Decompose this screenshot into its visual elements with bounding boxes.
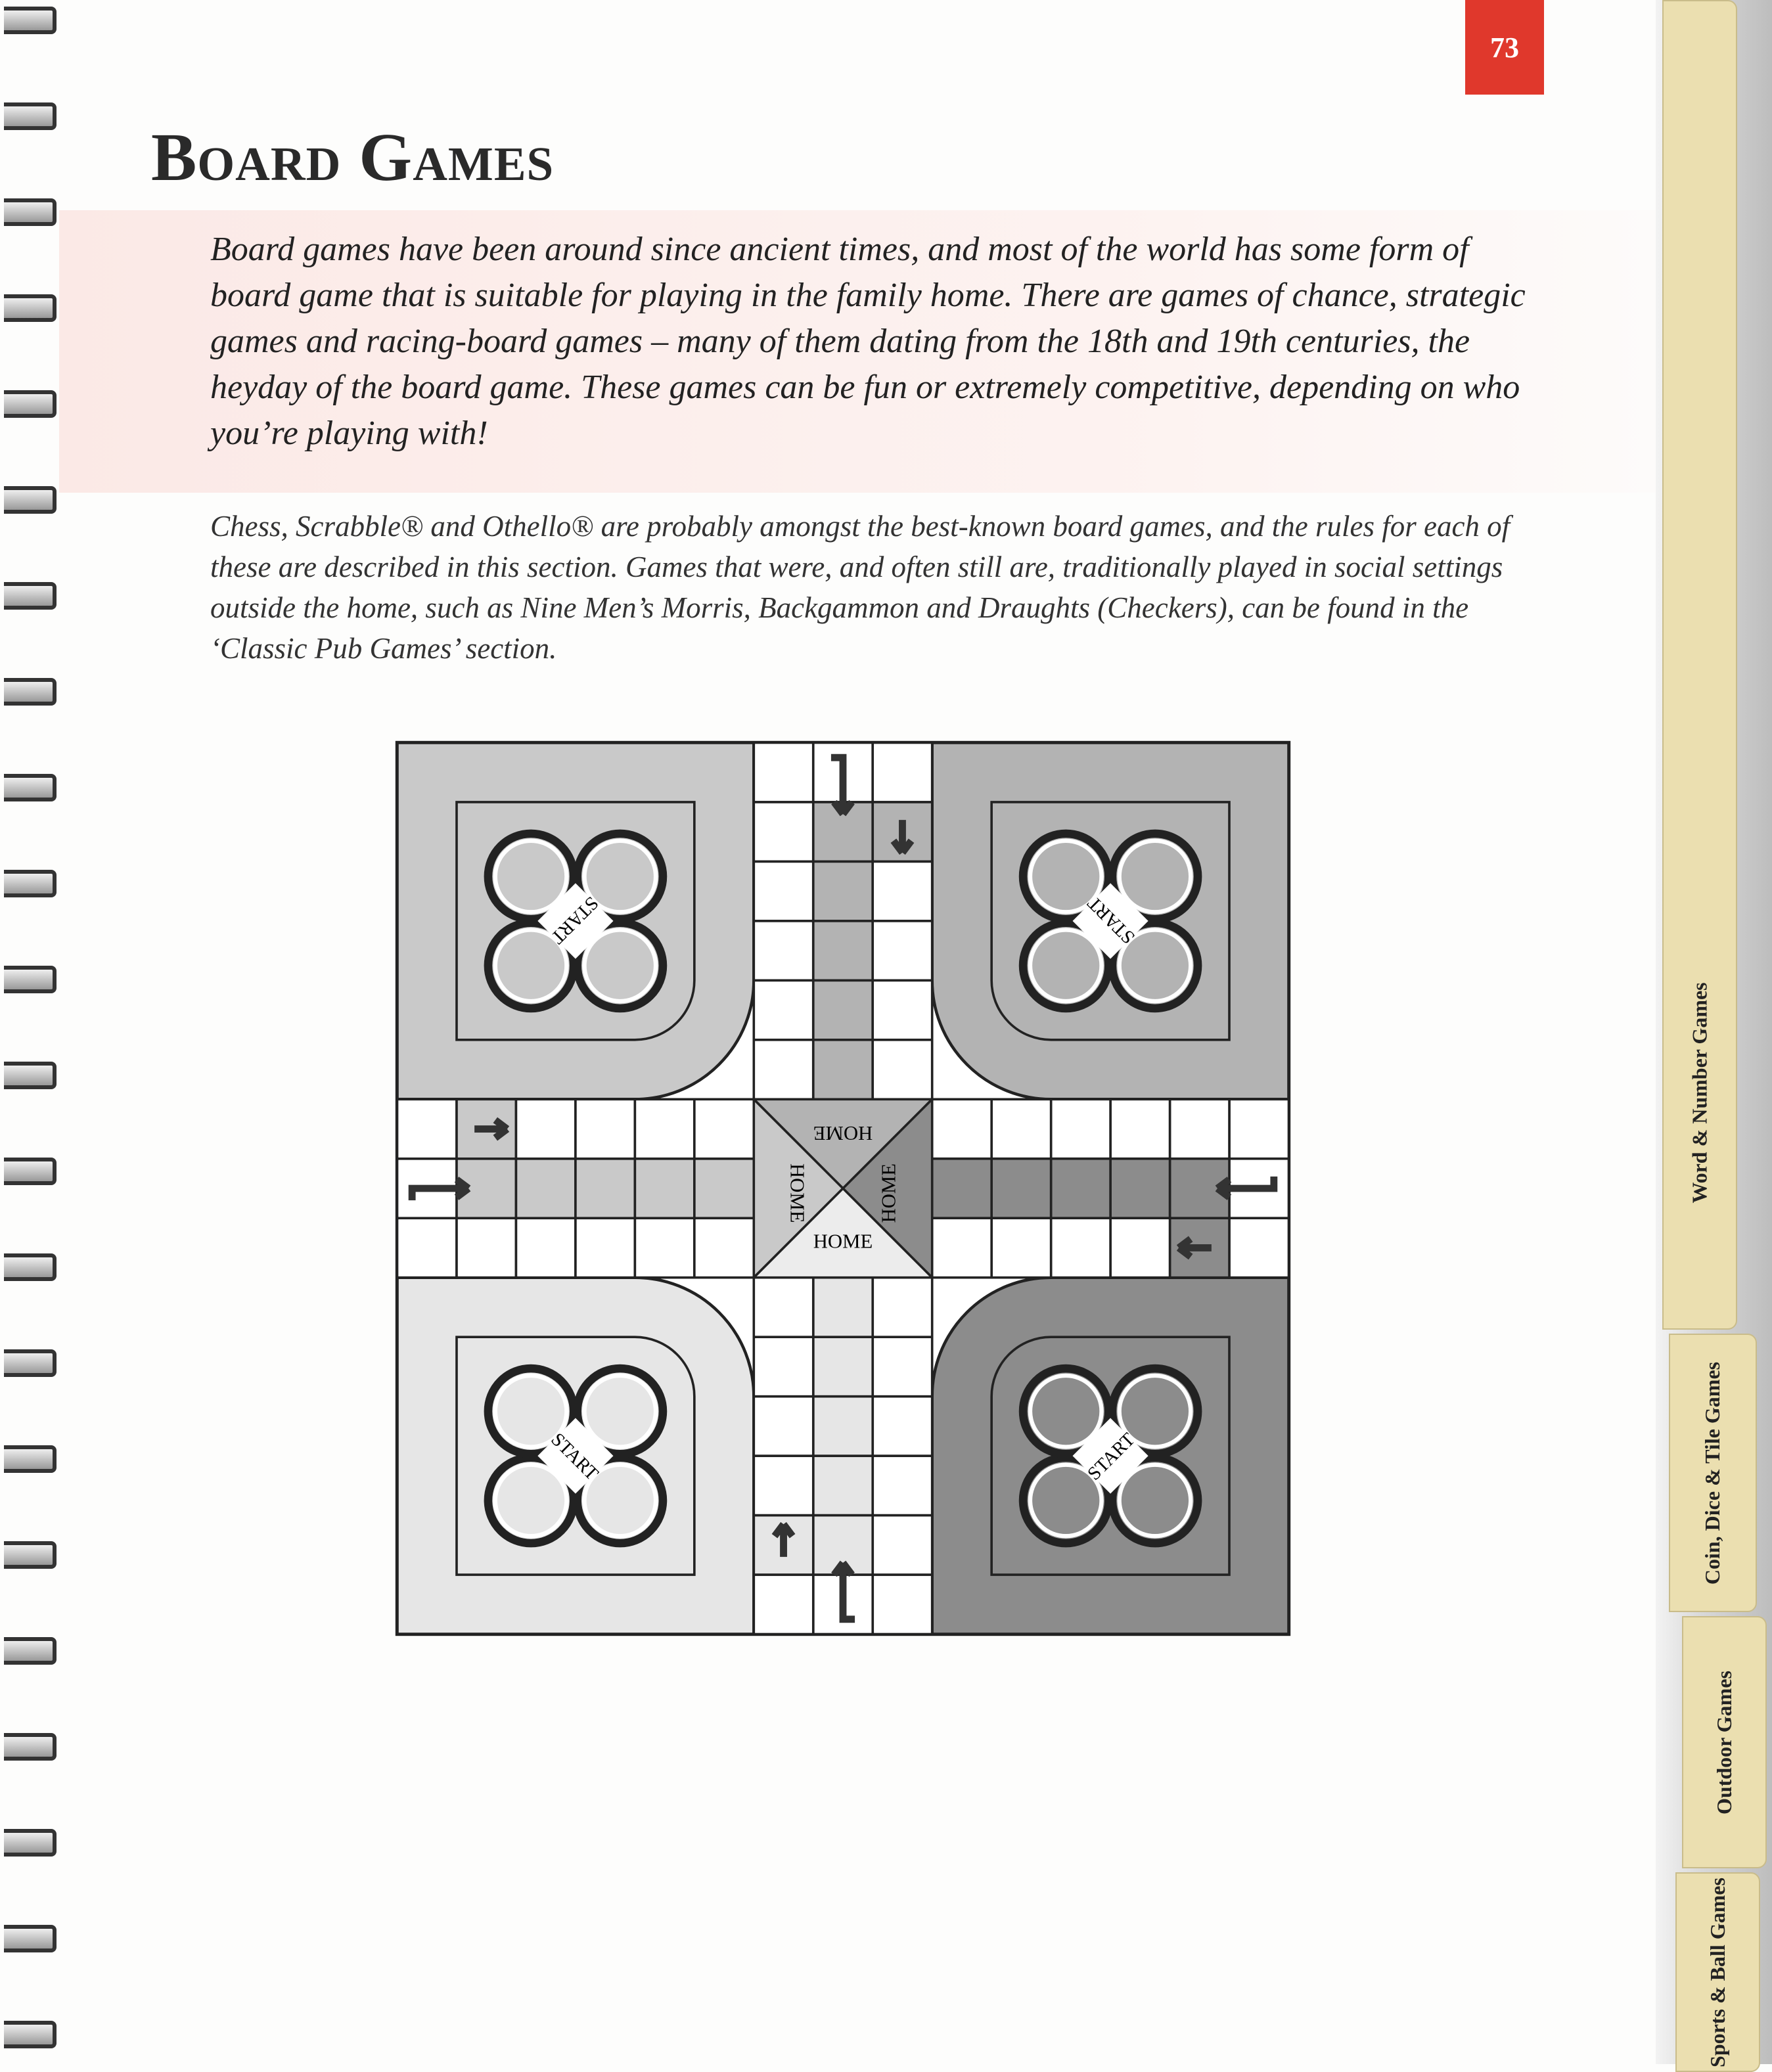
- track-arm: [398, 1099, 754, 1277]
- binding-ring: [4, 7, 57, 34]
- track-cell: [694, 1099, 754, 1158]
- track-cell: [873, 861, 932, 920]
- intro-paragraph: Board games have been around since ancient times, and most of the world has some form of board game that is suitable for playing in the family home. There are games of chance, strategic games and racing-board games – many of them dating from the 18th and 19th centuries, the heyday of the board game. These games can be fun or extremely competitive, depending on who you’re playing with!: [210, 231, 1526, 452]
- track-cell: [1051, 1099, 1110, 1158]
- track-cell: [754, 1397, 813, 1456]
- start-area: [932, 1278, 1289, 1634]
- section-tabs: [1656, 0, 1772, 2067]
- start-area: [932, 743, 1289, 1100]
- track-cell: [754, 980, 813, 1039]
- binding-ring: [4, 1637, 57, 1665]
- track-cell: [932, 1099, 991, 1158]
- board-game-diagram: [394, 738, 1292, 1638]
- track-cell: [457, 1218, 516, 1277]
- binding-ring: [4, 966, 57, 993]
- tab-outdoor-games[interactable]: Outdoor Games: [1682, 1616, 1767, 1868]
- binding-ring: [4, 102, 57, 130]
- track-cell: [873, 1456, 932, 1515]
- track-cell: [516, 1159, 575, 1218]
- tab-word-number-games[interactable]: Word & Number Games: [1662, 0, 1737, 1330]
- binding-ring: [4, 870, 57, 897]
- home-label-left: [786, 1163, 808, 1223]
- track-cell: [813, 1337, 873, 1396]
- track-cell: [873, 743, 932, 802]
- track-cell: [873, 1040, 932, 1099]
- binding-ring: [4, 678, 57, 706]
- track-cell: [516, 1218, 575, 1277]
- binding-ring: [4, 486, 57, 514]
- track-cell: [576, 1159, 635, 1218]
- binding-ring: [4, 1829, 57, 1857]
- track-cell: [754, 921, 813, 980]
- track-cell: [754, 861, 813, 920]
- binding-ring: [4, 1541, 57, 1569]
- binding-ring: [4, 2021, 57, 2048]
- binding-ring: [4, 774, 57, 801]
- track-cell: [1229, 1218, 1288, 1277]
- track-cell: [1051, 1159, 1110, 1218]
- binding-ring: [4, 1445, 57, 1473]
- track-cell: [873, 1575, 932, 1634]
- track-cell: [991, 1099, 1051, 1158]
- track-cell: [516, 1099, 575, 1158]
- binding-ring: [4, 1253, 57, 1281]
- track-cell: [694, 1218, 754, 1277]
- track-cell: [1229, 1099, 1288, 1158]
- home-label-bottom: [813, 1230, 873, 1252]
- binding-ring: [4, 1349, 57, 1377]
- track-cell: [813, 861, 873, 920]
- track-cell: [635, 1099, 694, 1158]
- track-cell: [932, 1218, 991, 1277]
- track-cell: [1110, 1159, 1170, 1218]
- track-cell: [813, 1397, 873, 1456]
- start-area: [398, 743, 754, 1100]
- track-cell: [873, 1397, 932, 1456]
- track-cell: [873, 1278, 932, 1337]
- binding-ring: [4, 294, 57, 322]
- track-cell: [1051, 1218, 1110, 1277]
- track-cell: [754, 1575, 813, 1634]
- body-paragraph: Chess, Scrabble® and Othello® are probably amongst the best-known board games, and the rules for each of these are described in this section. Games that were, and often still are, traditionally played in social settings outside the home, such as Nine Men’s Morris, Backgammon and Draughts (Checkers), can be found in the ‘Classic Pub Games’ section.: [210, 510, 1511, 665]
- tab-coin-dice-tile-games[interactable]: Coin, Dice & Tile Games: [1669, 1334, 1757, 1612]
- track-arm: [932, 1099, 1289, 1277]
- track-cell: [991, 1218, 1051, 1277]
- track-cell: [873, 980, 932, 1039]
- binding-ring: [4, 1733, 57, 1761]
- binding-ring: [4, 1925, 57, 1952]
- binding-ring: [4, 198, 57, 226]
- page-title: Board Games: [151, 120, 555, 195]
- tab-sports-ball-games[interactable]: Sports & Ball Games: [1675, 1872, 1760, 2072]
- track-cell: [813, 1278, 873, 1337]
- binding-ring: [4, 1062, 57, 1089]
- binding-ring: [4, 390, 57, 418]
- track-cell: [754, 1456, 813, 1515]
- track-cell: [635, 1218, 694, 1277]
- home-label-right: [878, 1163, 900, 1223]
- start-area: [398, 1278, 754, 1634]
- track-arm: [754, 743, 932, 1100]
- track-cell: [398, 1099, 457, 1158]
- track-cell: [813, 980, 873, 1039]
- track-cell: [873, 921, 932, 980]
- track-cell: [1110, 1218, 1170, 1277]
- page-number: 73: [1465, 0, 1544, 95]
- track-cell: [398, 1218, 457, 1277]
- track-cell: [754, 1278, 813, 1337]
- track-cell: [1110, 1099, 1170, 1158]
- spiral-binding: [0, 0, 59, 2064]
- track-cell: [635, 1159, 694, 1218]
- track-cell: [576, 1218, 635, 1277]
- track-cell: [754, 1040, 813, 1099]
- track-cell: [873, 1516, 932, 1575]
- track-cell: [754, 743, 813, 802]
- track-cell: [991, 1159, 1051, 1218]
- track-cell: [754, 1337, 813, 1396]
- track-cell: [1170, 1099, 1229, 1158]
- track-cell: [813, 1456, 873, 1515]
- binding-ring: [4, 1158, 57, 1185]
- track-cell: [694, 1159, 754, 1218]
- track-cell: [813, 1040, 873, 1099]
- track-cell: [754, 802, 813, 861]
- track-cell: [813, 921, 873, 980]
- track-cell: [576, 1099, 635, 1158]
- binding-ring: [4, 582, 57, 610]
- track-arm: [754, 1278, 932, 1634]
- track-cell: [873, 1337, 932, 1396]
- track-cell: [932, 1159, 991, 1218]
- home-label-top: [813, 1122, 873, 1144]
